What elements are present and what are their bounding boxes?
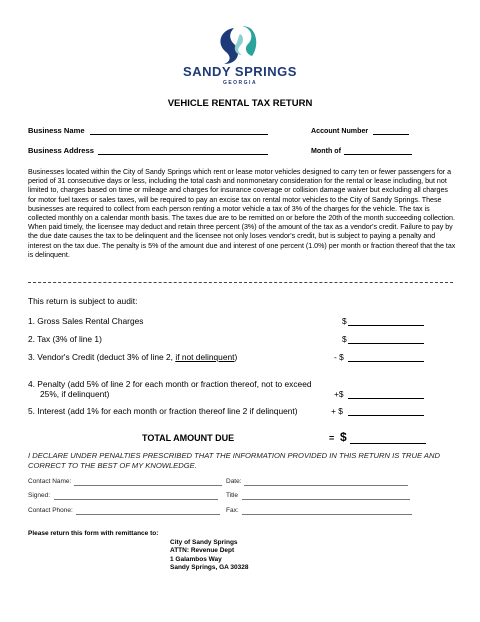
title-label: Title (226, 492, 239, 499)
total-label: TOTAL AMOUNT DUE (142, 433, 235, 443)
line-3-underlined-text: if not delinquent (175, 352, 235, 362)
declaration-text: I DECLARE UNDER PENALTIES PRESCRIBED THAT THE INFORMATION PROVIDED IN THIS RETURN IS TRUE AND CORRECT TO THE BEST OF MY KNOWLEDGE. (28, 451, 440, 470)
remit-address-line: 1 Galambos Way (170, 555, 222, 563)
line-3-label-text: 3. Vendor's Credit (deduct 3% of line 2, (28, 352, 176, 362)
total-equals: = (329, 433, 335, 443)
contact-phone-label: Contact Phone: (28, 507, 73, 514)
line-4-amount-field[interactable] (348, 398, 424, 399)
line-4-label-cont: 25%, if delinquent) (40, 389, 110, 399)
line-5-dollar: + $ (331, 406, 343, 416)
line-3-label-end: ) (234, 352, 238, 362)
instructions-paragraph: Businesses located within the City of Sandy Springs which rent or lease motor vehicles designed to carry ten or fewer passengers for a period of 31 consecutive days or less, including the total cash and nonmonetary consideration for the rental or lease including, but not limited to, charges based on time or mileage and charges for insurance coverage or collision damage waiver but excluding all charges for motor fuel taxes or sales taxes, will be required to pay an excise tax on rental motor vehicles to the City of Sandy Springs. These businesses are required to collect from each person renting a motor vehicle a tax of 3% of the charges for the vehicle. The tax is collected monthly on a calendar month basis. The taxes due are to be remitted on or before the 20th of the month succeeding collection. When paid timely, the licensee may deduct and retain three percent (3%) of the amount of the tax as a vendor's credit. Failure to pay by the due date causes the tax to be delinquent and the licensee not only loses vendor's credit, but is subject to paying a penalty and interest on the tax due. The penalty is 5% of the amount due and interest of one percent (1.0%) per month or fraction thereof that the tax is delinquent. (28, 168, 456, 259)
business-name-field[interactable] (90, 134, 268, 135)
month-of-label: Month of (311, 147, 341, 155)
fax-label: Fax: (226, 507, 239, 514)
line-4-dollar: +$ (334, 389, 344, 399)
contact-name-field[interactable] (74, 485, 222, 486)
account-number-label: Account Number (311, 127, 369, 135)
logo-name: SANDY SPRINGS (183, 64, 297, 79)
signed-field[interactable] (54, 499, 218, 500)
line-3-amount-field[interactable] (348, 361, 424, 362)
line-4-label: 4. Penalty (add 5% of line 2 for each month or fraction thereof, not to exceed (28, 379, 312, 389)
line-3-label (28, 352, 237, 362)
logo-subtitle: GEORGIA (222, 80, 258, 86)
total-amount-field[interactable] (350, 443, 426, 444)
business-name-label: Business Name (28, 126, 85, 135)
contact-name-label: Contact Name: (28, 478, 72, 485)
remit-label: Please return this form with remittance to: (28, 530, 159, 537)
separator-dashed (28, 282, 453, 283)
line-2-label: 2. Tax (3% of line 1) (28, 334, 102, 344)
total-dollar: $ (340, 430, 347, 444)
line-1-dollar: $ (342, 316, 347, 326)
account-number-field[interactable] (373, 134, 409, 135)
line-1-amount-field[interactable] (348, 325, 424, 326)
logo-emblem-icon (160, 22, 320, 66)
remit-address (170, 539, 249, 573)
contact-phone-field[interactable] (76, 514, 220, 515)
fax-field[interactable] (242, 514, 412, 515)
line-2-dollar: $ (342, 334, 347, 344)
remit-address-line: ATTN: Revenue Dept (170, 547, 235, 555)
line-3-dollar: - $ (334, 352, 344, 362)
line-1-label: 1. Gross Sales Rental Charges (28, 316, 144, 326)
date-field[interactable] (244, 485, 408, 486)
line-5-label: 5. Interest (add 1% for each month or fraction thereof line 2 if delinquent) (28, 406, 298, 416)
line-2-amount-field[interactable] (348, 343, 424, 344)
business-address-field[interactable] (98, 154, 268, 155)
audit-note: This return is subject to audit: (28, 296, 138, 306)
title-field[interactable] (242, 499, 410, 500)
date-label: Date: (226, 478, 242, 485)
business-address-label: Business Address (28, 146, 94, 155)
signed-label: Signed: (28, 492, 51, 499)
month-of-field[interactable] (344, 154, 412, 155)
line-5-amount-field[interactable] (348, 415, 424, 416)
remit-address-line: Sandy Springs, GA 30328 (170, 564, 249, 572)
form-title: VEHICLE RENTAL TAX RETURN (167, 98, 313, 109)
remit-address-line: City of Sandy Springs (170, 539, 238, 546)
